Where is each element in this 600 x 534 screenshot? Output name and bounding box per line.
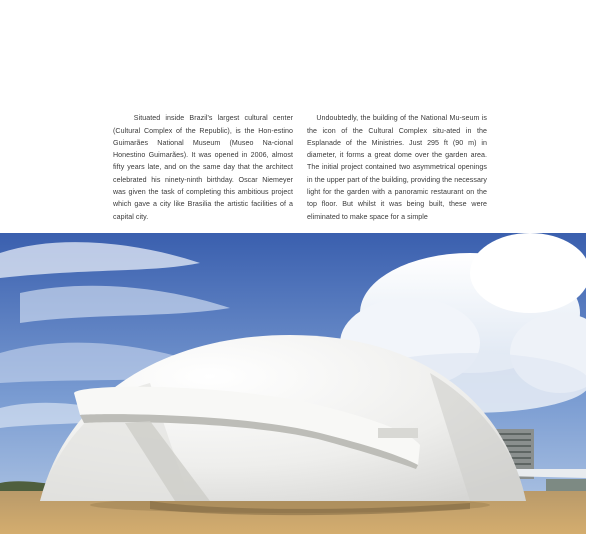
text-column-left: [113, 100, 296, 235]
text-column-right: [307, 100, 490, 235]
paragraph-right: Undoubtedly, the building of the National Mu-seum is the icon of the Cultural Complex situ-ated in the Esplanade of the Ministries. Just 295 ft (90 m) in diameter, it forms a great dome over the garden area. The initial project contained two asymmetrical openings in the upper part of the building, providing the necessary light for the garden with a panoramic restaurant on the top floor. But whilst it was being built, these were eliminated to make space for a simple: [307, 114, 490, 221]
museum-photo: [0, 233, 586, 534]
paragraph-left: Situated inside Brazil's largest cultural center (Cultural Complex of the Republic), is the Hon-estino Guimarães National Museum (Museo Na-cional Honestino Guimarães). It was opened in 2006, almost fifty years late, and on the same day that the architect celebrated his ninety-ninth birthday. Oscar Niemeyer was given the task of completing this ambitious project which gave a city like Brasilia the artistic facilities of a capital city.: [113, 114, 296, 221]
